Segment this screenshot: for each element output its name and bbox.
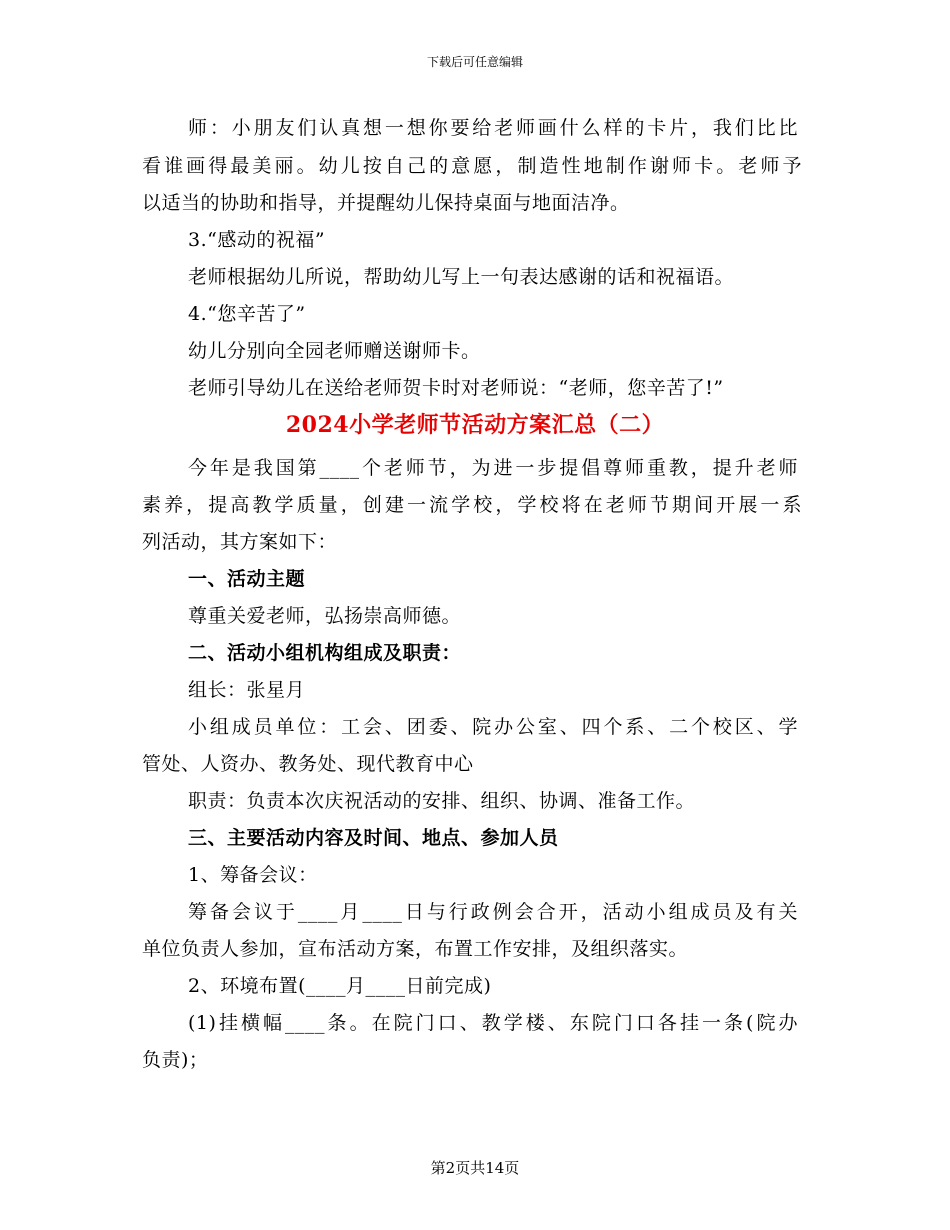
body-line: 负责)； bbox=[142, 1049, 209, 1071]
body-line: 2、环境布置(____月____日前完成) bbox=[188, 975, 492, 997]
page-header: 下载后可任意编辑 bbox=[426, 55, 523, 69]
body-line: 组长：张星月 bbox=[188, 679, 306, 701]
body-line: 职责：负责本次庆祝活动的安排、组织、协调、准备工作。 bbox=[188, 790, 696, 812]
body-line: 尊重关爱老师，弘扬崇高师德。 bbox=[188, 605, 462, 627]
body-line: 看谁画得最美丽。幼儿按自己的意愿，制造性地制作谢师卡。老师予 bbox=[142, 155, 802, 177]
section-heading: 3.“感动的祝福” bbox=[188, 229, 326, 251]
section-heading: 三、主要活动内容及时间、地点、参加人员 bbox=[188, 827, 559, 849]
body-line: 老师根据幼儿所说，帮助幼儿写上一句表达感谢的话和祝福语。 bbox=[188, 266, 735, 288]
body-line: 幼儿分别向全园老师赠送谢师卡。 bbox=[188, 340, 481, 362]
body-line: 老师引导幼儿在送给老师贺卡时对老师说：“老师，您辛苦了!” bbox=[188, 377, 724, 399]
body-line: 筹备会议于____月____日与行政例会合开，活动小组成员及有关 bbox=[188, 901, 798, 923]
body-line: 1、筹备会议： bbox=[188, 864, 318, 886]
document-title: 2024小学老师节活动方案汇总（二） bbox=[285, 412, 665, 438]
body-line: 小组成员单位：工会、团委、院办公室、四个系、二个校区、学 bbox=[188, 716, 798, 738]
body-line: 单位负责人参加，宣布活动方案，布置工作安排，及组织落实。 bbox=[142, 938, 689, 960]
body-line: 师：小朋友们认真想一想你要给老师画什么样的卡片，我们比比 bbox=[188, 117, 798, 139]
body-line: 列活动，其方案如下： bbox=[142, 531, 338, 553]
body-line: 今年是我国第____个老师节，为进一步提倡尊师重教，提升老师 bbox=[188, 457, 798, 479]
section-heading: 4.“您辛苦了” bbox=[188, 303, 306, 325]
section-heading: 二、活动小组机构组成及职责： bbox=[188, 642, 462, 664]
body-line: 以适当的协助和指导，并提醒幼儿保持桌面与地面洁净。 bbox=[142, 192, 630, 214]
body-line: 管处、人资办、教务处、现代教育中心 bbox=[142, 753, 474, 775]
section-heading: 一、活动主题 bbox=[188, 568, 306, 590]
page-footer: 第2页共14页 bbox=[430, 1159, 520, 1177]
body-line: (1)挂横幅____条。在院门口、教学楼、东院门口各挂一条(院办 bbox=[188, 1012, 798, 1034]
body-line: 素养，提高教学质量，创建一流学校，学校将在老师节期间开展一系 bbox=[142, 494, 802, 516]
